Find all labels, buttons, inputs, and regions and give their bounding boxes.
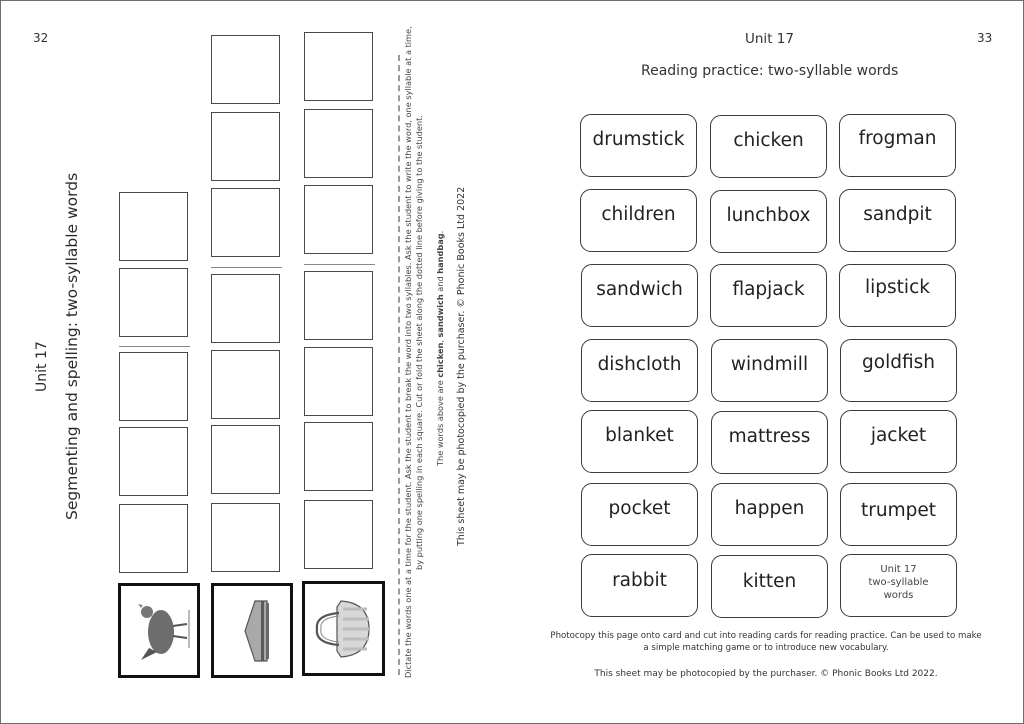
right-footer-instructions: Photocopy this page onto card and cut into reading cards for reading practice. Can be used to make a simple matching game or to introduce new vocabulary. <box>550 631 982 653</box>
syllable-box[interactable] <box>211 35 280 104</box>
syllable-box[interactable] <box>119 192 188 261</box>
syllable-box[interactable] <box>304 109 373 178</box>
reading-card[interactable]: rabbit <box>581 554 698 617</box>
syllable-divider <box>119 346 190 347</box>
left-copyright: This sheet may be photocopied by the purchaser. © Phonic Books Ltd 2022 <box>456 186 467 546</box>
syllable-box[interactable] <box>211 425 280 494</box>
reading-card[interactable]: chicken <box>710 115 827 178</box>
reading-card[interactable]: sandpit <box>839 189 956 252</box>
reading-card[interactable]: drumstick <box>580 114 697 177</box>
cut-line <box>398 55 400 675</box>
reading-card[interactable]: jacket <box>840 410 957 473</box>
reading-card[interactable]: trumpet <box>840 483 957 546</box>
answer-word: sandwich <box>435 294 445 338</box>
reading-card[interactable]: pocket <box>581 483 698 546</box>
picture-box-sandwich <box>211 583 293 678</box>
left-page-title: Segmenting and spelling: two-syllable words <box>63 172 81 520</box>
reading-card[interactable]: frogman <box>839 114 956 177</box>
right-unit-label: Unit 17 <box>745 31 794 47</box>
reading-card[interactable]: sandwich <box>581 264 698 327</box>
reading-card[interactable]: kitten <box>711 555 828 618</box>
answer-word: handbag <box>435 233 445 274</box>
reading-card[interactable]: lipstick <box>839 264 956 327</box>
chicken-icon <box>124 591 194 671</box>
syllable-box[interactable] <box>211 274 280 343</box>
reading-card[interactable]: goldfish <box>840 339 957 402</box>
syllable-box[interactable] <box>304 185 373 254</box>
syllable-box[interactable] <box>304 347 373 416</box>
reading-card[interactable]: happen <box>711 483 828 546</box>
syllable-box[interactable] <box>304 422 373 491</box>
syllable-box[interactable] <box>119 504 188 573</box>
left-unit-label: Unit 17 <box>34 341 50 392</box>
syllable-box[interactable] <box>304 500 373 569</box>
answer-words: The words above are chicken, sandwich and handbag. <box>435 230 445 466</box>
reading-card[interactable]: blanket <box>581 410 698 473</box>
syllable-box[interactable] <box>211 188 280 257</box>
syllable-box[interactable] <box>304 271 373 340</box>
picture-box-handbag <box>302 581 385 676</box>
answer-word: chicken <box>435 342 445 378</box>
syllable-box[interactable] <box>119 352 188 421</box>
reading-card[interactable]: windmill <box>711 339 828 402</box>
syllable-box[interactable] <box>119 268 188 337</box>
sandwich-icon <box>217 591 287 671</box>
reading-card[interactable]: lunchbox <box>710 190 827 253</box>
right-copyright: This sheet may be photocopied by the purchaser. © Phonic Books Ltd 2022. <box>594 669 938 679</box>
syllable-box[interactable] <box>211 503 280 572</box>
left-page-number: 32 <box>33 31 49 45</box>
right-page-title: Reading practice: two-syllable words <box>641 63 899 79</box>
instructions-line-1: Dictate the words one at a time for the student. Ask the student to break the word into two syllables. Ask the student to write the word, one syllable at a time, <box>403 26 413 678</box>
syllable-divider <box>304 264 375 265</box>
reading-card[interactable]: dishcloth <box>581 339 698 402</box>
picture-box-chicken <box>118 583 200 678</box>
reading-card[interactable]: flapjack <box>710 264 827 327</box>
reading-card[interactable]: mattress <box>711 411 828 474</box>
syllable-divider <box>211 267 282 268</box>
syllable-box[interactable] <box>211 350 280 419</box>
unit-label-card[interactable]: Unit 17 two-syllable words <box>840 554 957 617</box>
right-page-number: 33 <box>977 31 993 45</box>
reading-card[interactable]: children <box>580 189 697 252</box>
instructions-line-2: by putting one spelling in each square. Cut or fold the sheet along the dotted line before giving to the student. <box>414 115 424 570</box>
syllable-box[interactable] <box>119 427 188 496</box>
syllable-box[interactable] <box>304 32 373 101</box>
syllable-box[interactable] <box>211 112 280 181</box>
handbag-icon <box>307 589 381 669</box>
